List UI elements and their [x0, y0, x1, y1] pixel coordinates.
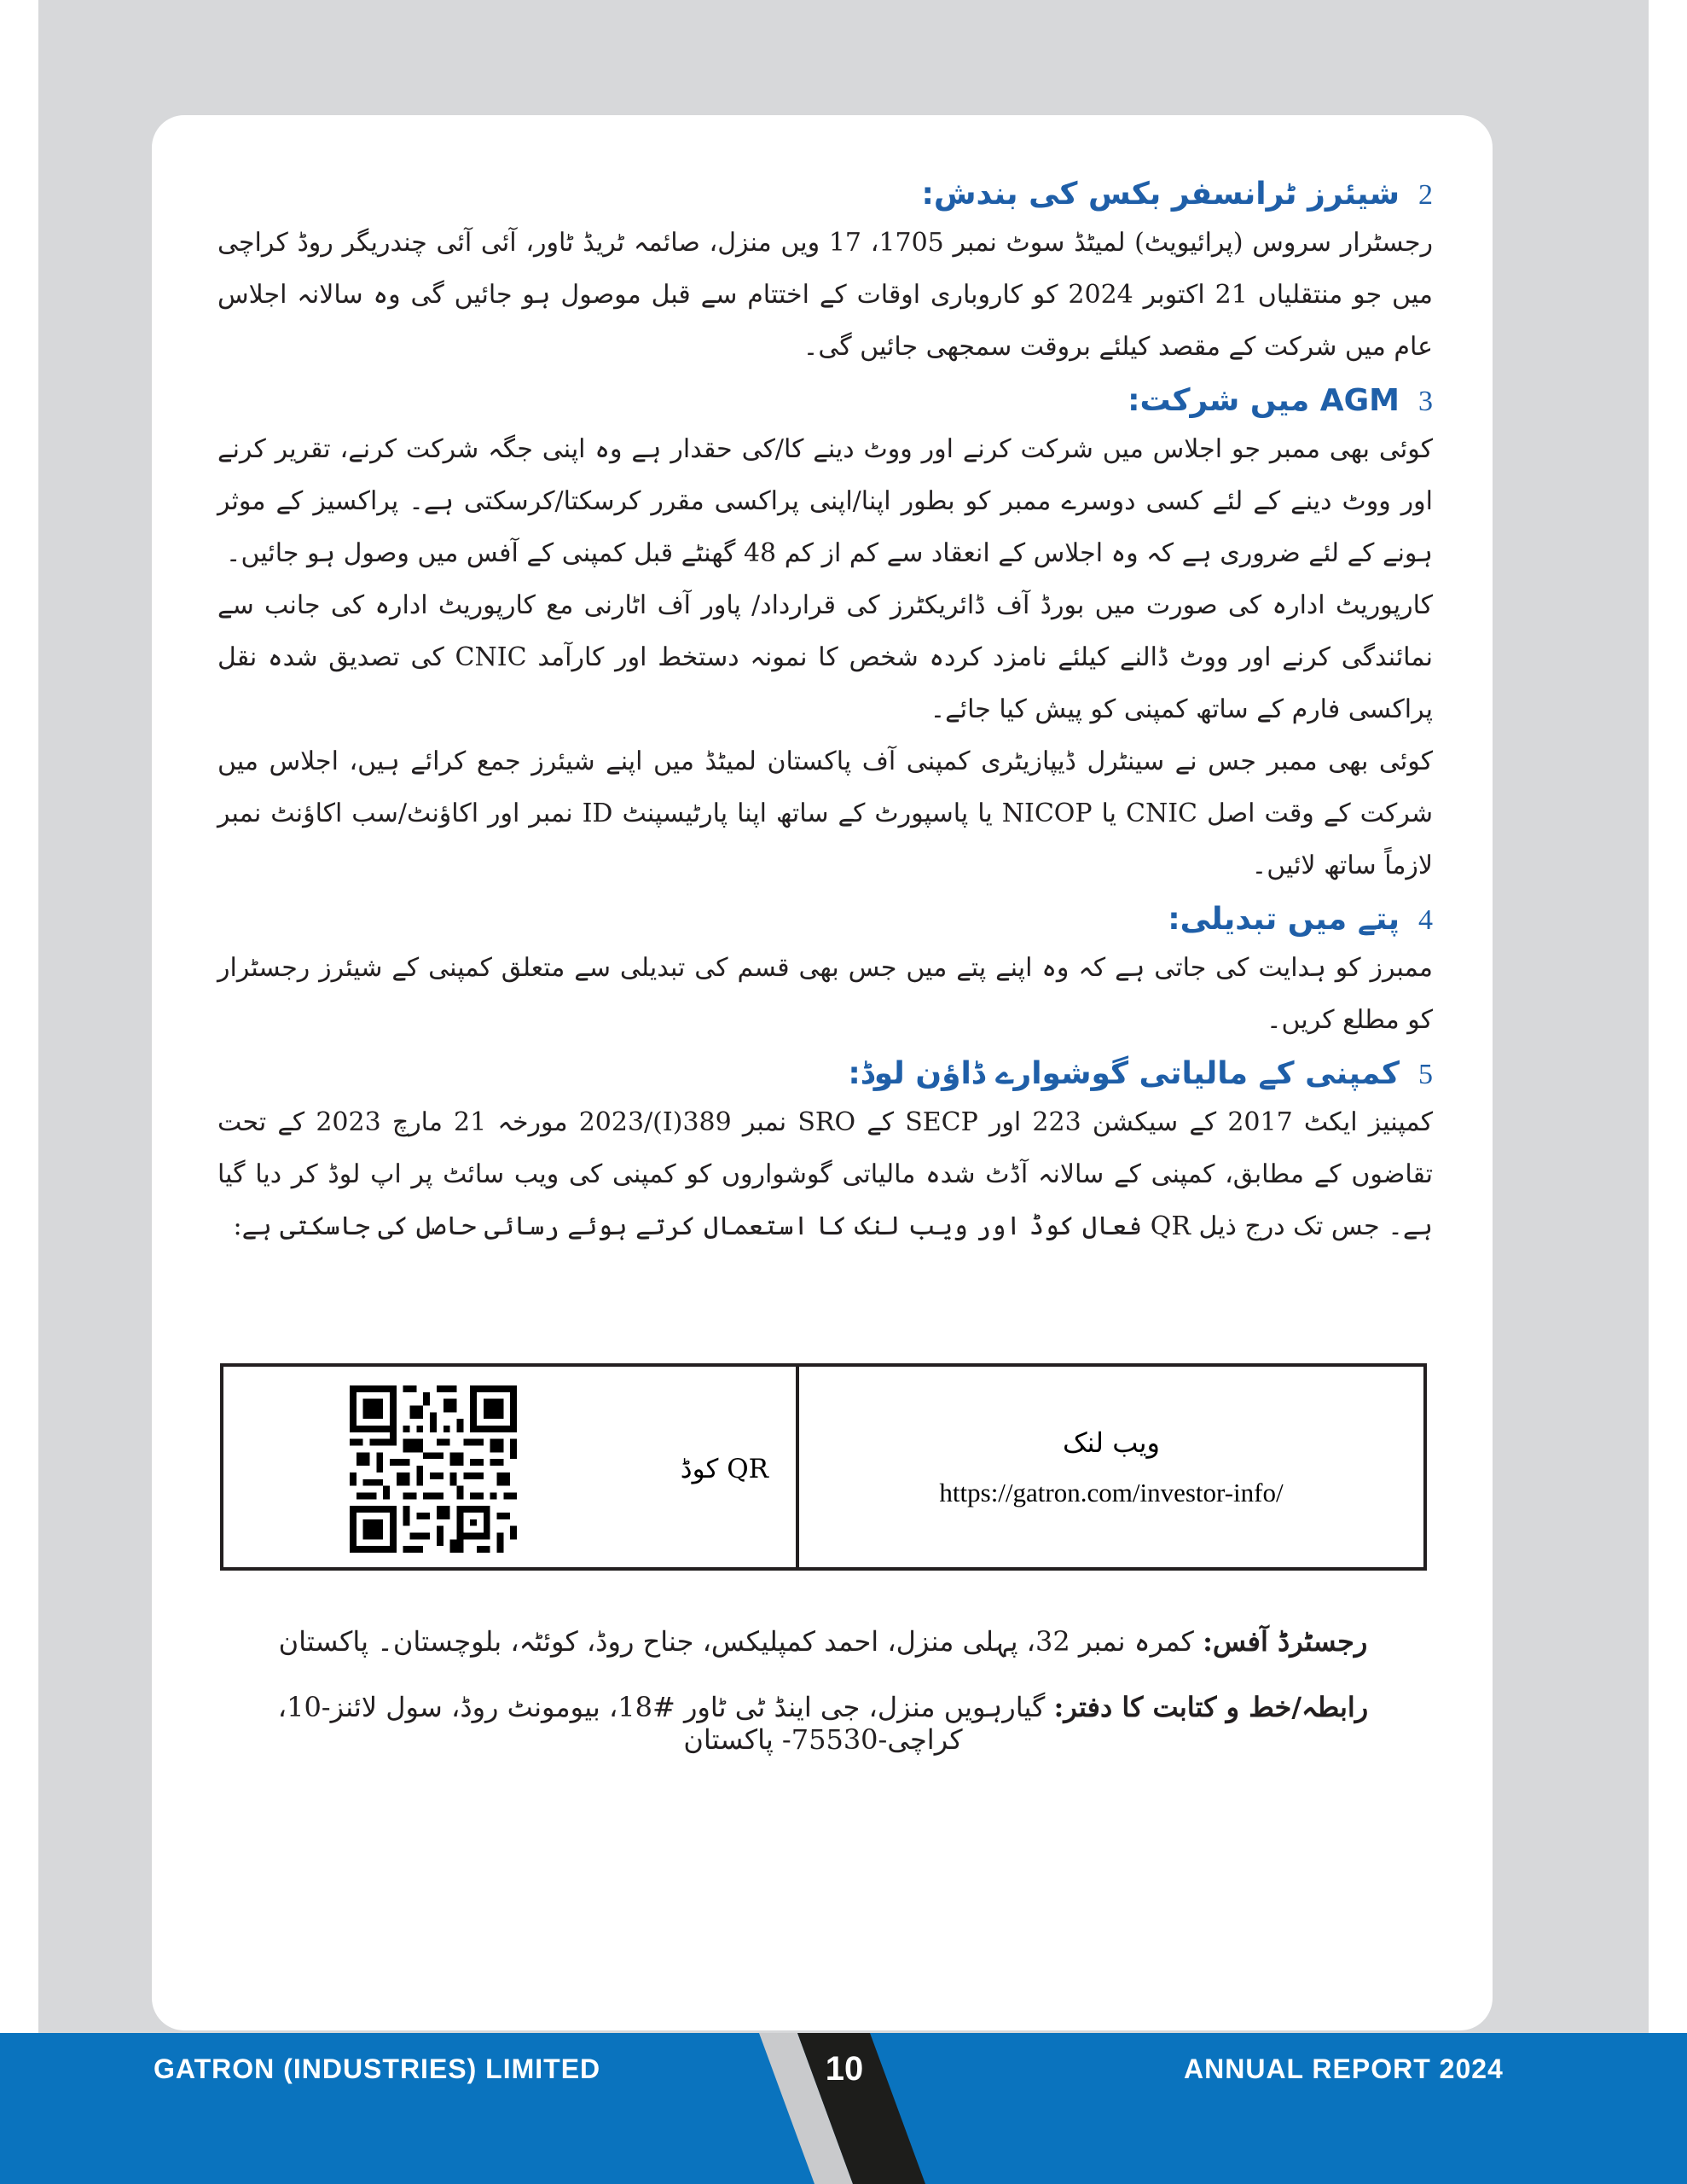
contact-office-address: گیارہویں منزل، جی اینڈ ٹی ٹاور #18، بیومونٹ روڈ، سول لائنز-10، کراچی-75530- پاکستان: [277, 1691, 1046, 1756]
section-heading: [217, 177, 1433, 212]
section-title: پتے میں تبدیلی:: [1168, 902, 1400, 937]
section-agm-participation: [217, 383, 1433, 892]
section-number: 4: [1418, 904, 1433, 936]
section-title: AGM میں شرکت:: [1128, 383, 1400, 418]
qr-code-icon[interactable]: [350, 1385, 517, 1553]
section-title: شیئرز ٹرانسفر بکس کی بندش:: [921, 177, 1400, 212]
section-financial-download: [217, 1056, 1433, 1252]
section-paragraph: کمپنیز ایکٹ 2017 کے سیکشن 223 اور SECP کے SRO نمبر 389(I)/2023 مورخہ 21 مارچ 2023 کے تحت تقاضوں کے مطابق، کمپنی کے سالانہ آڈٹ شدہ مالیاتی گوشواروں کو کمپنی کی ویب سائٹ پر اپ لوڈ کر دیا گیا ہے۔ جس تک درج ذیل QR فعال کوڈ اور ویب لنک کا استعمال کرتے ہوئے رسائی حاصل کی جاسکتی ہے:: [217, 1107, 1434, 1241]
section-book-closure: [217, 177, 1433, 373]
web-link-label: ویب لنک: [1063, 1426, 1160, 1459]
registered-office-address: کمرہ نمبر 32، پہلی منزل، احمد کمپلیکس، جناح روڈ، کوئٹہ، بلوچستان۔ پاکستان: [278, 1625, 1194, 1658]
footer-report-title: ANNUAL REPORT 2024: [1184, 2053, 1504, 2084]
footer-company-name: GATRON (INDUSTRIES) LIMITED: [154, 2053, 601, 2084]
section-number: 5: [1418, 1059, 1433, 1090]
section-paragraph: ممبرز کو ہدایت کی جاتی ہے کہ وہ اپنے پتے میں جس بھی قسم کی تبدیلی سے متعلق کمپنی کے شیئرز رجسٹرار کو مطلع کریں۔: [217, 953, 1433, 1035]
section-paragraph: کارپوریٹ ادارہ کی صورت میں بورڈ آف ڈائریکٹرز کی قرارداد/ پاور آف اٹارنی مع کارپوریٹ ادارہ کی جانب سے نمائندگی کرنے اور ووٹ ڈالنے کیلئے نامزد کردہ شخص کا نمونہ دستخط اور کارآمد CNIC کی تصدیق شدہ نقل پراکسی فارم کے ساتھ کمپنی کو پیش کیا جائے۔: [217, 590, 1434, 724]
web-link-url[interactable]: https://gatron.com/investor-info/: [939, 1477, 1284, 1507]
section-title: کمپنی کے مالیاتی گوشوارے ڈاؤن لوڈ:: [848, 1056, 1400, 1091]
section-number: 2: [1418, 179, 1433, 211]
section-address-change: [217, 902, 1433, 1046]
notice-body: [217, 166, 1433, 1261]
contact-office-label: رابطہ/خط و کتابت کا دفتر:: [1053, 1691, 1369, 1723]
web-link-cell: [797, 1365, 1425, 1569]
section-heading: [217, 902, 1433, 937]
contact-office: [213, 1691, 1433, 1756]
section-number: 3: [1418, 386, 1433, 417]
links-table: [220, 1363, 1427, 1571]
qr-label: QR کوڈ: [680, 1454, 768, 1484]
registered-office-label: رجسٹرڈ آفس:: [1203, 1625, 1368, 1658]
qr-cell: [222, 1365, 797, 1569]
section-paragraph: کوئی بھی ممبر جو اجلاس میں شرکت کرنے اور ووٹ دینے کا/کی حقدار ہے وہ اپنی جگہ شرکت کرنے، تقریر کرنے اور ووٹ دینے کے لئے کسی دوسرے ممبر کو بطور اپنا/اپنی پراکسی مقرر کرسکتا/کرسکتی ہے۔ پراکسیز کے موثر ہونے کے لئے ضروری ہے کہ وہ اجلاس کے انعقاد سے کم از کم 48 گھنٹے قبل کمپنی کے آفس میں وصول ہو جائیں۔: [217, 434, 1433, 568]
registered-office: [213, 1625, 1433, 1658]
page-number: 10: [825, 2050, 864, 2088]
section-paragraph: رجسٹرار سروس (پرائیویٹ) لمیٹڈ سوٹ نمبر 1705، 17 ویں منزل، صائمہ ٹریڈ ٹاور، آئی آئی چندریگر روڈ کراچی میں جو منتقلیاں 21 اکتوبر 2024 کو کاروباری اوقات کے اختتام سے قبل موصول ہو جائیں گی وہ سالانہ اجلاس عام میں شرکت کے مقصد کیلئے بروقت سمجھی جائیں گی۔: [217, 228, 1434, 362]
section-heading: [217, 383, 1433, 418]
section-paragraph: کوئی بھی ممبر جس نے سینٹرل ڈیپازیٹری کمپنی آف پاکستان لمیٹڈ میں اپنے شیئرز جمع کرائے ہیں، اجلاس میں شرکت کے وقت اصل CNIC یا NICOP یا پاسپورٹ کے ساتھ اپنا پارٹیسپنٹ ID نمبر اور اکاؤنٹ/سب اکاؤنٹ نمبر لازماً ساتھ لائیں۔: [217, 746, 1434, 880]
section-heading: [217, 1056, 1433, 1091]
